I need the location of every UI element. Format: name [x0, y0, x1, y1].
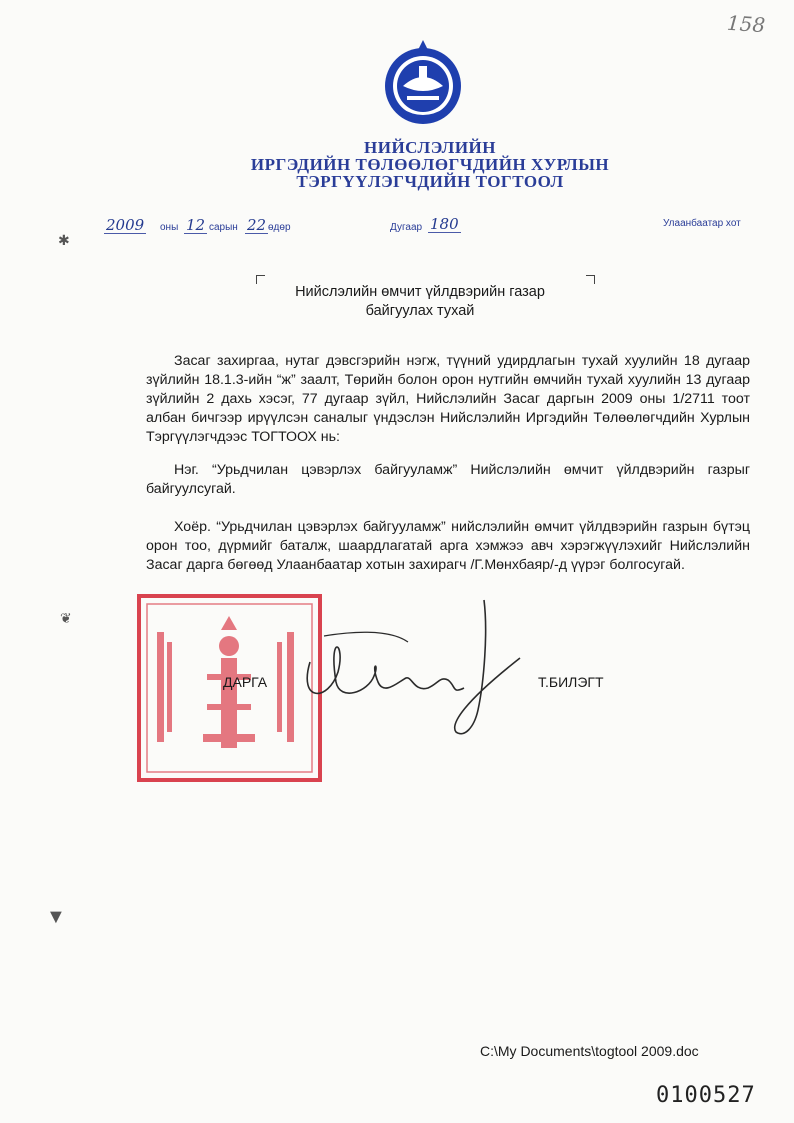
meta-row [104, 214, 754, 240]
day-suffix: өдөр [268, 222, 291, 233]
state-emblem [381, 36, 465, 132]
title-line-2: байгуулах тухай [365, 303, 475, 319]
month-handwritten: 12 [186, 216, 206, 234]
serial-number: 0100527 [656, 1083, 756, 1108]
city-label: Улаанбаатар хот [663, 218, 741, 229]
day-handwritten: 22 [247, 216, 267, 234]
header-line-1: НИЙСЛЭЛИЙН [364, 138, 496, 157]
number-label: Дугаар [390, 222, 423, 233]
scan-mark: ✱ [58, 232, 70, 248]
scan-mark: ❦ [60, 610, 72, 626]
month-suffix: сарын [209, 222, 238, 233]
scan-mark: ▼ [46, 906, 66, 928]
year-suffix: оны [160, 222, 179, 233]
page-number: 158 [726, 10, 766, 38]
paragraph-one: Нэг. “Урьдчилан цэвэрлэх байгууламж” Нийслэлийн өмчит үйлдвэрийн газрыг байгуулсугай. [146, 462, 750, 497]
number-handwritten: 180 [430, 215, 459, 233]
header-line-2: ИРГЭДИЙН ТӨЛӨӨЛӨГЧДИЙН ХУРЛЫН [250, 155, 610, 174]
title-line-1: Нийслэлийн өмчит үйлдвэрийн газар [295, 284, 545, 300]
document-title [200, 283, 640, 321]
document-header [150, 139, 710, 190]
paragraph-two: Хоёр. “Урьдчилан цэвэрлэх байгууламж” нийслэлийн өмчит үйлдвэрийн газрын бүтэц орон тоо, дүрмийг баталж, шаардлагатай арга хэмжээ авч хэрэгжүүлэхийг Нийслэлийн Засаг дарга бөгөөд Улаанбаатар хотын захирагч /Г.Мөнхбаяр/-д үүрэг болгосугай. [146, 519, 750, 573]
signatory-title: ДАРГА [223, 674, 268, 690]
year-handwritten: 2009 [106, 216, 145, 234]
header-line-3: ТЭРГҮҮЛЭГЧДИЙН ТОГТООЛ [296, 172, 564, 191]
file-path: C:\My Documents\togtool 2009.doc [480, 1043, 699, 1059]
paragraph-preamble: Засаг захиргаа, нутаг дэвсгэрийн нэгж, түүний удирдлагын тухай хуулийн 18 дугаар зүйлийн 18.1.3-ийн “ж” заалт, Төрийн болон орон нутгийн өмчийн тухай хуулийн 13 дугаар зүйлийн 2 дахь хэсэг, 77 дугаар зүйл, Нийслэлийн Засаг даргын 2009 оны 1/2711 тоот албан бичгээр ирүүлсэн саналыг үндэслэн Нийслэлийн Иргэдийн Төлөөлөгчдийн Хурлын Тэргүүлэгчдээс ТОГТООХ нь: [146, 353, 750, 445]
handwritten-signature [288, 592, 528, 742]
signatory-name: Т.БИЛЭГТ [538, 674, 604, 690]
